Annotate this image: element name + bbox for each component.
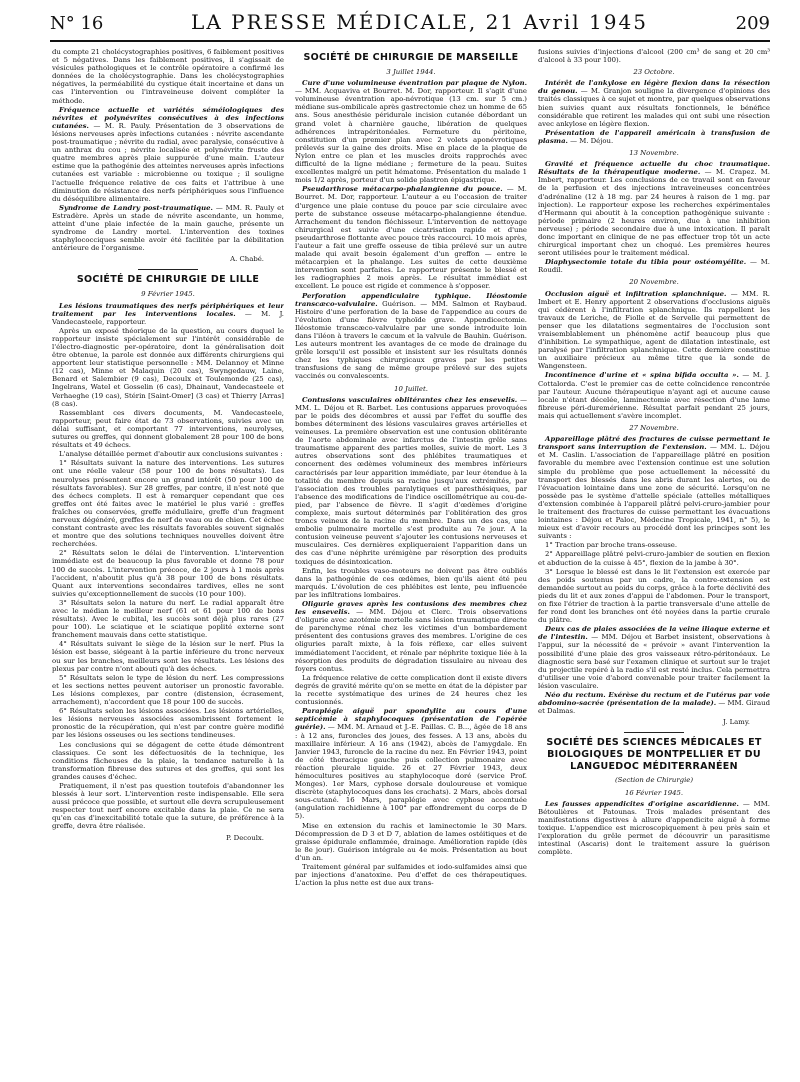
article-authors: — MM. L. Déjou et M. Caslin. [538,443,770,460]
article-title: Gravité et fréquence actuelle du choc traumatique. Résultats de la thérapeutique moderne. [538,160,770,177]
article-body: Traitement général par sulfamides et iodo-sulfamides ainsi que par injections d'anatoxine. Peu d'effet de ces thérapeutiques. L'action la plus nette est due aux trans- [295,863,527,888]
article-title: Incontinence d'urine et « spina bifida occulta ». [545,371,739,380]
session-date: 16 Février 1945. [624,788,684,797]
article-paragraph [538,435,770,540]
list-item: 2° Appareillage plâtré pelvi-cruro-jambier de soutien en flexion et abduction de la cuisse à 45°, flexion de la jambe à 30°. [538,550,770,567]
article-authors: Guérison. — MM. Salmon et Raybaud. [382,299,527,308]
column-2 [295,48,527,1072]
section-subtitle: (Section de Chirurgie) [614,776,694,785]
article-body: L'analyse détaillée permet d'aboutir aux conclusions suivantes : [59,450,283,459]
signature: P. Decoulx. [226,833,264,842]
article-title: Cure d'une volumineuse éventration par plaque de Nylon. [302,79,527,88]
article-paragraph [538,160,770,257]
article-title: Deux cas de plaies associées de la veine iliaque externe et de l'intestin. [538,625,770,642]
article-title: Occlusion aiguë et infiltration splanchnique. [545,289,727,298]
article-authors: — MM. Acquaviva et Bourret. M. Dor, rapporteur. [295,87,475,96]
article-authors: — MM. Déjou et Barbet [591,633,679,642]
article-paragraph [295,292,527,381]
article-paragraph [538,371,770,420]
article-body: Trois malades présentant des manifestations digestives à allure d'appendicite aiguë à forme toxique. L'appendice est microscopiquement à peu près sain et l'exploration du grêle permet de découvrir un parasitisme intestinal (Ascaris) dont le traitement assure la guérison complète. [538,807,770,857]
page-header [50,10,770,42]
article-body: Il s'agit d'une volumineuse éventration apo-névrotique (13 cm. sur 5 cm.) médiane sus-ombilicale après gastrectomie chez un homme de 65 ans. Sous anesthésie péridurale incision cutanée débordant un grand volet à charnière gauche, libération de quelques adhérences intrapéritonéales. Fermeture du péritoine, constitution d'un premier plan avec 2 volets aponévrotiques prélevés sur la gaine des droits. Mise en place de la plaque de Nylon entre ce plan et les muscles droits rapprochés avec difficulté de la ligne médiane ; fermeture de la peau. Suites excellentes malgré un petit hématome. Présentation du malade 1 mois 1/2 après, porteur d'un solide plastron épigastrique. [295,87,527,185]
article-paragraph [538,258,770,274]
article-title: Fréquence actuelle et variétés séméiologiques des névrites et polynévrites consécutives à des infections cutanées. [52,105,284,130]
article-title: Les lésions traumatiques des nerfs périphériques et leur traitement par les interventions locales. [52,301,284,318]
article-body: souligne la divergence d'opinions des traités classiques à ce sujet et montre, par quelques observations bien suivies quant aux résultats fonctionnels, le bénéfice considérable que retirent les malades qui ont subi une résection avec ankylose en légère flexion. [538,87,770,128]
article-authors: — M. J. Cottalorda. [538,371,770,388]
article-body: 1° Résultats suivant la nature des interventions. Les sutures ont une réelle valeur (58 pour 100 de bons résultats). Les neurolyses présentent encore un grand intérêt (50 pour 100 de résultats favorables). Sur 28 greffes, par contre, il n'est noté que des échecs complets. Il est à remarquer cependant que ces greffes ont été faites avec le matériel le plus varié : greffes fraîches ou conservées, greffe médullaire, greffe d'un fragment nerveux dégénéré, greffes de nerf de veau ou de chien. Cet échec constant contraste avec les résultats favorables souvent signalés et montre que des solutions techniques nouvelles doivent être recherchées. [52,459,284,549]
article-paragraph [538,79,770,128]
signature: J. Lamy. [723,718,750,727]
section-title-marseille: SOCIÉTÉ DE CHIRURGIE DE MARSEILLE [303,52,519,63]
article-paragraph [538,625,770,690]
article-body: Histoire d'une perforation de la base de l'appendice au cours de l'évolution d'une fièvre typhoïde grave. Appendicectomie. Iléostomie transcæco-valvulaire par une sonde introduite loin dans l'iléon à travers le cæcum et la valvule de Bauhin. Guérison. Les auteurs montrent les avantages de ce mode de drainage du grêle lorsqu'il est possible et insistent sur les résultats donnés chez les typhiques chirurgicaux graves par les petites transfusions de sang de même groupe prélevé sur des sujets vaccinés ou convalescents. [295,307,527,381]
article-body: Pratiquement, il n'est pas question toutefois d'abandonner les blessés à leur sort. L'intervention reste indispensable. Elle sera aussi précoce que possible, et surtout elle devra scrupuleusement respecter tout nerf encore excitable dans la plaie. Ce ne sera qu'en cas d'inexcitabilité totale que la suture, de préférence à la greffe, devra être réalisée. [52,781,284,831]
article-body: Les contusions apparues provoquées par le poids des décombres et aussi par l'effet du souffle des bombes déterminent des lésions vasculaires graves artérielles et veineuses. La première observation est une contusion oblitérante de l'aorte abdominale avec infarctus de l'intestin grêle sans traumatisme apparent des parties molles, suivie de mort. Les 3 autres observations sont des phlébites traumatiques et concernent des œdèmes volumineux des membres inférieurs caractérisés par leur apparition immédiate, par leur étendue à la totalité du membre depuis sa racine jusqu'aux extrémités, par l'association des troubles paralytiques et paresthésiques, par l'absence des modifications de l'indice oscillométrique au cou-de-pied, par l'absence de fièvre. Il s'agit d'œdèmes d'origine complexe, mais surtout déterminés par l'oblitération des gros troncs veineux de la racine du membre. Dans un des cas, une embolie pulmonaire mortelle s'est produite au 7e jour. A la contusion veineuse peuvent s'ajouter les contusions nerveuses et musculaires. Ces dernières expliqueraient l'apparition dans un des cas d'une néphrite urémigène par résorption des produits toxiques de désintoxication. [295,403,527,566]
article-body: L'association de l'appareillage plâtré en position favorable du membre avec l'extension continue est une solution simple du problème que pose actuellement la nécessité du transport des blessés dans les abris durant les alertes, ou de l'évacuation lointaine dans une zone de sécurité. Lorsqu'on ne possède pas le système d'attelle spéciale (attelles métalliques d'extension combinée à l'appareil plâtré pelvi-cruro-jambier pour le traitement des fractures de cuisse permettant les évacuations lointaines : Déjou et Paloc, Médecine Tropicale, 1941, n° 5), le mieux est d'avoir recours au procédé dont les principes sont les suivants : [538,451,770,541]
article-authors: — M. J. Vandecasteele, rapporteur. [52,309,284,326]
article-body: 5° Résultats selon le type de lésion du nerf. Les compressions et les sections nettes peuvent autoriser un pronostic favorable. Les lésions complexes, par contre (distension, écrasement, arrachement), n'accordent que 18 pour 100 de succès. [52,673,284,707]
divider [624,732,684,733]
issue-number: N° 16 [50,13,104,34]
section-title-montpellier: SOCIÉTÉ DES SCIENCES MÉDICALES ET BIOLOGIQUES DE MONTPELLIER ET DU LANGUEDOC MÉDITERRANÉEN [546,737,762,773]
session-date: 23 Octobre. [633,68,675,77]
article-body: Rassemblant ces divers documents, M. Vandecasteele, rapporteur, peut faire état de 73 observations, suivies avec un délai suffisant, et comportant 77 interventions, neurolyses, sutures ou greffes, qui donnent globalement 28 pour 100 de bons résultats et 49 échecs. [52,408,284,450]
intro-text: du compte 21 cholécystographies positives, 6 faiblement positives et 5 négatives. Dans les faiblement positives, il s'agissait de vésicules pathologiques et le contrôle opératoire a confirmé les données de la cholécystographie. Dans les cholécystographies négatives, la perméabilité du cystique était incertaine et dans un cas l'intervention ou l'intraveineuse doivent compléter la méthode. [52,48,284,105]
article-body: insistent, observations à l'appui, sur la nécessité de « prévoir » avant l'intervention la possibilité d'une plaie des gros vaisseaux rétro-péritonéaux. Le diagnostic sera basé sur l'examen clinique et surtout sur le trajet du projectile repéré à la radio s'il est resté inclus. Cela permettra d'utiliser une voie d'abord convenable pour traiter facilement la lésion vasculaire. [538,633,770,690]
article-title: Oligurie graves après les contusions des membres chez les ensevelis. [295,600,527,617]
page-number: 209 [735,13,770,34]
article-body: 4° Résultats suivant le siège de la lésion sur le nerf. Plus la lésion est basse, siégeant à la partie inférieure du tronc nerveux ou sur les branches, meilleurs sont les résultats. Les lésions des plexus par contre n'ont abouti qu'à des échecs. [52,640,284,673]
article-title: Appareillage plâtré des fractures de cuisse permettant le transport sans interruption de l'extension. [538,435,770,452]
column-3 [538,48,770,1072]
session-date: 10 Juillet. [394,384,428,393]
article-title: Présentation de l'appareil américain à transfusion de plasma. [538,128,770,145]
article-paragraph [295,600,527,673]
article-body: Après un stade de névrite ascendante, un homme, atteint d'une plaie infectée de la main gauche, présente un syndrome de Landry mortel. L'intervention des toxines staphylococciques semble avoir été facilitée par la débilitation antérieure de l'organisme. [52,211,284,253]
article-body: 6° Résultats selon les lésions associées. Les lésions artérielles, les lésions nerveuses associées assombrissent fortement le pronostic de la récupération, qui n'est par contre guère modifié par les lésions osseuses ou les sections tendineuses. [52,707,284,740]
article-authors: — MM. Giraud et Dalmas. [538,699,770,716]
article-title: Néo du rectum. Exérèse du rectum et de l'utérus par voie abdomino-sacrée (présentation de la malade). [538,691,770,708]
article-authors: — M. Roudil. [538,258,770,275]
article-authors: — MM. Bétoulières et Patounas. [538,799,770,816]
article-paragraph [538,290,770,371]
session-date: 20 Novembre. [629,278,679,287]
article-body: La fréquence relative de cette complication dont il existe divers degrés de gravité mérite qu'on se mette en état de la dépister par la recette systématique des urines de 24 heures chez les contusionnés. [295,673,527,707]
article-body: C. B..., âgée de 18 ans : à 12 ans, furoncles des joues, des fesses. A 13 ans, abcès du maxillaire inférieur. A 16 ans (1942), abcès de l'amygdale. En Janvier 1943, furoncle de la racine du nez. En Février 1943, point de côté thoracique gauche puis collection pulmonaire avec réaction pleurale liquide. 26 et 27 Février 1943, deux hémocultures positives au staphylocoque doré (service Prof. Monges). 1er Mars, cyphose dorsale douloureuse et vomique discrète (staphylocoques dans les crachats). 2 Mars, abcès dorsal sous-cutané. 16 Mars, paraplégie avec cyphose accentuée (angulation rachidienne à 100° par effondrement du corps de D 5). [295,723,527,821]
article-body: Trois observations d'oligurie avec azotémie mortelle sans lésion traumatique directe de parenchyme rénal chez les victimes d'un bombardement présentent des contusions graves des membres. L'origine de ces oliguries paraît mixte, à la fois réflexe, car elles suivent immédiatement l'accident, et rénale par néphrite toxique liée à la résorption des produits de dégradation tissulaire au niveau des foyers contus. [295,608,527,673]
article-paragraph [295,79,527,184]
article-paragraph [295,396,527,566]
article-body: apportent 2 observations d'occlusions aiguës qui cédèrent à l'infiltration splanchnique. Ils rappellent les travaux de Leriche, de Fiolle et de Servelle qui permettent de penser que les dilatations segmentaires de l'occlusion sont vraisemblablement un phénomène actif beaucoup plus que d'inhibition. Le sympathique, agent de dilatation intestinale, est paralysé par l'infiltration splanchnique. Cette dernière constitue un auxiliaire précieux au même titre que la sonde de Wangensteen. [538,297,770,371]
article-authors: — MM. L. Déjou et R. Barbet. [295,395,527,412]
signature: A. Chabé. [230,255,264,264]
section-title-lille: SOCIÉTÉ DE CHIRURGIE DE LILLE [76,274,260,286]
article-body: L'auteur a eu l'occasion de traiter d'urgence une plaie contuse du pouce par scie circulaire avec perte de substance osseuse métacarpo-phalangienne étendue. Arrachement du tendon fléchisseur. L'intervention de nettoyage chirurgical est suivie d'une cicatrisation rapide et d'une pseudarthrose flottante avec pouce très raccourci. 10 mois après, l'auteur a fait une greffe osseuse de tibia prélevé sur un autre malade qui avait besoin également d'un greffon — entre le métacarpien et la phalange. Les suites de cette deuxième intervention sont parfaites. Le rapporteur présente le blessé et les radiographies 2 mois après. Le résultat immédiat est excellent. Le pouce est rigide et commence à s'opposer. [295,193,527,291]
article-paragraph [52,106,284,203]
article-title: Les fausses appendicites d'origine ascaridienne. [545,799,739,808]
article-authors: — MM. Déjou et Clerc. [356,608,453,617]
column-1 [52,48,284,1072]
article-title: Paraplégie aiguë par spondylite au cours d'une septicémie à staphylocoques (présentation de l'opérée guérie). [295,707,527,732]
article-body: Les conclusions qui se dégagent de cette étude démontrent classiques. Ce sont les défectuosités de la technique, les conditions fâcheuses de la plaie, la tendance naturelle à la transformation fibreuse des sutures et des greffes, qui sont les grandes causes d'échec. [52,740,284,781]
article-paragraph [295,185,527,290]
article-authors: — M. Bourret. M. Dor, rapporteur. [295,185,527,202]
article-authors: — M. Granjon [580,87,632,96]
journal-title: LA PRESSE MÉDICALE, 21 Avril 1945 [191,10,648,34]
article-body: C'est le premier cas de cette coïncidence rencontrée par l'auteur. Aucune thérapeutique n'ayant agi et aucune cause locale n'étant décelée, laminectomie avec résection d'une lame fibreuse péri-duremérienne. Résultat parfait pendant 25 jours, mais qui actuellement s'avère incomplet. [538,379,770,420]
article-body: 2° Résultats selon le délai de l'intervention. L'intervention immédiate est de beaucoup la plus favorable et donne 78 pour 100 de succès. L'intervention précoce, de 2 jours à 1 mois après l'accident, n'aboutit plus qu'à 38 pour 100 de bons résultats. Quant aux interventions secondaires tardives, elles ne sont suivies qu'exceptionnellement de succès (10 pour 100). [52,549,284,598]
article-authors: — M. Crapez. M. Imbert, rapporteur. [538,168,770,185]
article-paragraph [52,302,284,326]
session-date: 27 Novembre. [629,424,679,433]
article-body: Présentation de 3 observations de lésions nerveuses après infections cutanées : névrite ascendante post-traumatique ; névrite du radial, avec paralysie, consécutive à un anthrax du cou ; névrite localisée et polynévrite fruste des quatre membres après plaie suppurée d'une main. L'auteur estime que la pathogénie des atteintes nerveuses après infections cutanées est variable : microbienne ou toxique ; il souligne l'actuelle fréquence relative de ces faits et l'attribue à une diminution de résistance des nerfs périphériques sous l'influence du déséquilibre alimentaire. [52,121,284,203]
session-date: 3 Juillet 1944. [386,68,436,76]
article-authors: — M. R. Pauly. [93,121,151,130]
article-paragraph [538,800,770,857]
article-body: 3° Résultats selon la nature du nerf. Le radial apparaît être avec le médian le meilleur nerf (61 et 61 pour 100 de bons résultats). Avec le cubital, les succès sont déjà plus rares (27 pour 100). Le sciatique et le sciatique poplité externe sont franchement mauvais dans cette statistique. [52,598,284,640]
article-body: Mise en extension du rachis et laminectomie le 30 Mars. Décompression de D 3 et D 7, ablation de lames ostéitiques et de graisse épidurale enflammée, drainage. Amélioration rapide (dès le 8e jour). Guérison intégrale au 4e mois. Présentation au bout d'un an. [295,821,527,862]
article-paragraph [52,204,284,253]
article-paragraph [538,691,770,715]
article-title: Intérêt de l'ankylose en légère flexion dans la résection du genou. [538,79,770,96]
session-date: 9 Février 1945. [141,290,195,299]
article-paragraph [295,707,527,820]
article-title: Pseudarthrose métacarpo-phalangienne du pouce. [302,185,503,194]
list-item: 3° Lorsque le blessé est dans le lit l'extension est exercée par des poids soutenus par un cadre, la contre-extension est demandée surtout au poids du corps, grâce à la forte déclivité des pieds du lit et aux zones d'appui de l'abdomen. Pour le transport, on fixe l'étrier de traction à la partie transversale d'une attelle de fer rond dont les branches ont été noyées dans la partie crurale du plâtre. [538,567,770,625]
article-title: Diaphysectomie totale du tibia pour ostéomyélite. [545,258,747,267]
article-paragraph [538,129,770,145]
article-title: Perforation appendiculaire typhique. Iléostomie transcæco-valvulaire. [295,291,527,308]
article-title: Syndrome de Landry post-traumatique. [59,203,213,212]
article-body: Enfin, les troubles vaso-moteurs ne doivent pas être oubliés dans la pathogénie de ces œdèmes, bien qu'ils aient été peu marqués. L'évolution de ces phlébites est lente, peu influencée par les infiltrations lombaires. [295,566,527,599]
session-date: 13 Novembre. [629,149,679,158]
list-item: 1° Traction par broche trans-osseuse. [545,541,678,550]
article-title: Contusions vasculaires oblitérantes chez les ensevelis. [302,395,518,404]
article-authors: — MM. R. Imbert et E. Henry [538,289,770,306]
article-authors: — MM. M. Arnaud et J.-E. Paillas. [327,723,446,732]
article-body: Les conclusions de ce travail sont en faveur de la perfusion et des injections intraveineuses concentrées d'adrénaline (12 à 18 mg. par 24 heures à raison de 1 mg. par injection). Le rapporteur expose les recherches expérimentales d'Hermann qui aboutit à la conception pathogénique suivante : période primaire (2 heures environ, due à une inhibition nerveuse) ; période secondaire due à une intoxication. Il paraît donc important en clinique de ne pas effectuer trop tôt un acte chirurgical important chez un choqué. Les premières heures seront utilisées pour le traitement médical. [538,176,770,258]
article-body: Après un exposé théorique de la question, au cours duquel le rapporteur insiste spécialement sur l'intérêt considérable de l'électro-diagnostic per-opératoire, dont la généralisation doit être obtenue, la parole est donnée aux différents chirurgiens qui apportent leur statistique personnelle : MM. Delannoy et Minne (12 cas), Minne et Malaquin (20 cas), Swyngedauw, Laine, Benard et Salembier (9 cas), Decoulx et Toulemonde (25 cas), Ingelrans, Watel et Gosselin (6 cas), Dhainaut, Vandecasteele et Verhaeghe (19 cas), Stérin [Saint-Omer] (3 cas) et Thierry [Arras] (8 cas). [52,326,284,408]
divider [138,269,198,270]
article-authors: — M. Déjou. [570,136,614,145]
intro-text: fusions suivies d'injections d'alcool (200 cm³ de sang et 20 cm³ d'alcool à 33 pour 100). [538,48,770,65]
article-authors: — MM. R. Pauly et Estradère. [52,203,284,220]
